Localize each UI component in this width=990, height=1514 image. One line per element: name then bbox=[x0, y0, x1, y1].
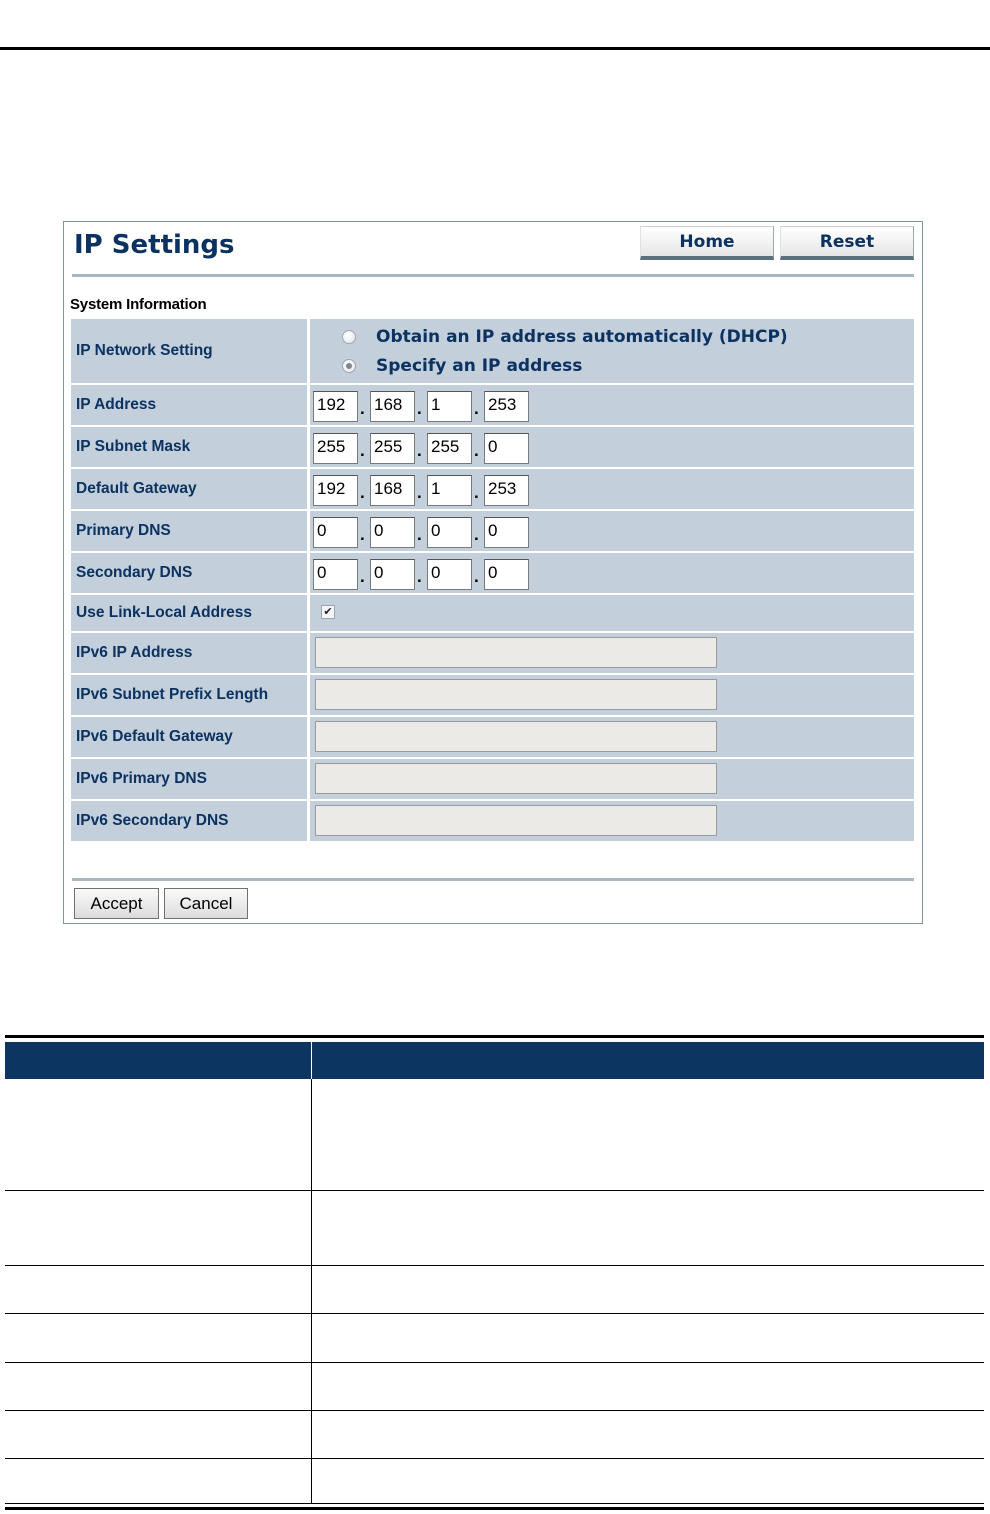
subnet-mask-label: IP Subnet Mask bbox=[71, 427, 307, 467]
table-header-divider bbox=[311, 1042, 312, 1079]
subnet-mask-octet-2[interactable]: 255 bbox=[370, 433, 415, 464]
ip-address-row bbox=[71, 385, 914, 425]
link-local-label: Use Link-Local Address bbox=[71, 595, 307, 631]
octet-separator: . bbox=[360, 399, 365, 418]
octet-separator: . bbox=[360, 441, 365, 460]
secondary-dns-octet-1[interactable]: 0 bbox=[313, 559, 358, 590]
octet-separator: . bbox=[474, 399, 479, 418]
ipv6-subnet-prefix-input[interactable] bbox=[315, 679, 717, 710]
ip-address-label: IP Address bbox=[71, 385, 307, 425]
octet-separator: . bbox=[474, 525, 479, 544]
home-button[interactable]: Home bbox=[640, 226, 774, 260]
gateway-octet-1[interactable]: 192 bbox=[313, 475, 358, 506]
dhcp-radio-label[interactable]: Obtain an IP address automatically (DHCP) bbox=[376, 327, 788, 347]
static-ip-radio[interactable] bbox=[342, 359, 356, 373]
octet-separator: . bbox=[474, 483, 479, 502]
subnet-mask-row bbox=[71, 427, 914, 467]
secondary-dns-row bbox=[71, 553, 914, 593]
octet-separator: . bbox=[417, 525, 422, 544]
dhcp-radio[interactable] bbox=[342, 330, 356, 344]
table-row-divider bbox=[5, 1313, 984, 1314]
page-title: IP Settings bbox=[74, 230, 235, 260]
table-top-rule bbox=[5, 1035, 984, 1038]
octet-separator: . bbox=[474, 567, 479, 586]
octet-separator: . bbox=[417, 441, 422, 460]
ipv6-ip-address-label: IPv6 IP Address bbox=[71, 633, 307, 673]
reset-button[interactable]: Reset bbox=[780, 226, 914, 260]
octet-separator: . bbox=[417, 399, 422, 418]
footer-divider bbox=[72, 878, 914, 881]
subnet-mask-octet-3[interactable]: 255 bbox=[427, 433, 472, 464]
link-local-checkbox[interactable]: ✔ bbox=[321, 605, 335, 619]
ip-address-octet-2[interactable]: 168 bbox=[370, 391, 415, 422]
ip-network-setting-options bbox=[310, 319, 914, 383]
static-ip-radio-label[interactable]: Specify an IP address bbox=[376, 356, 583, 376]
subnet-mask-octet-1[interactable]: 255 bbox=[313, 433, 358, 464]
secondary-dns-label: Secondary DNS bbox=[71, 553, 307, 593]
title-divider bbox=[72, 274, 914, 277]
gateway-octet-4[interactable]: 253 bbox=[484, 475, 529, 506]
ipv6-secondary-dns-input[interactable] bbox=[315, 805, 717, 836]
table-row-divider bbox=[5, 1362, 984, 1363]
octet-separator: . bbox=[417, 483, 422, 502]
ip-address-octet-4[interactable]: 253 bbox=[484, 391, 529, 422]
ipv6-primary-dns-label: IPv6 Primary DNS bbox=[71, 759, 307, 799]
ipv6-subnet-prefix-label: IPv6 Subnet Prefix Length bbox=[71, 675, 307, 715]
primary-dns-label: Primary DNS bbox=[71, 511, 307, 551]
table-column-divider bbox=[311, 1079, 312, 1503]
table-row-divider bbox=[5, 1190, 984, 1191]
primary-dns-octet-3[interactable]: 0 bbox=[427, 517, 472, 548]
default-gateway-label: Default Gateway bbox=[71, 469, 307, 509]
accept-button[interactable]: Accept bbox=[74, 888, 159, 919]
ip-address-octet-1[interactable]: 192 bbox=[313, 391, 358, 422]
subnet-mask-octet-4[interactable]: 0 bbox=[484, 433, 529, 464]
table-bottom-rule bbox=[5, 1507, 984, 1510]
page-top-rule bbox=[0, 47, 990, 50]
primary-dns-octet-4[interactable]: 0 bbox=[484, 517, 529, 548]
table-bottom-rule bbox=[5, 1503, 984, 1504]
ip-network-setting-label: IP Network Setting bbox=[71, 319, 307, 383]
octet-separator: . bbox=[417, 567, 422, 586]
primary-dns-octet-2[interactable]: 0 bbox=[370, 517, 415, 548]
table-row-divider bbox=[5, 1410, 984, 1411]
gateway-octet-3[interactable]: 1 bbox=[427, 475, 472, 506]
primary-dns-octet-1[interactable]: 0 bbox=[313, 517, 358, 548]
ipv6-default-gateway-label: IPv6 Default Gateway bbox=[71, 717, 307, 757]
ipv6-secondary-dns-label: IPv6 Secondary DNS bbox=[71, 801, 307, 841]
secondary-dns-octet-2[interactable]: 0 bbox=[370, 559, 415, 590]
ipv6-ip-address-row bbox=[71, 633, 914, 673]
ipv6-primary-dns-row bbox=[71, 759, 914, 799]
table-row-divider bbox=[5, 1265, 984, 1266]
ip-network-setting-row bbox=[71, 319, 914, 383]
ipv6-ip-address-input[interactable] bbox=[315, 637, 717, 668]
ipv6-secondary-dns-row bbox=[71, 801, 914, 841]
octet-separator: . bbox=[360, 567, 365, 586]
description-table bbox=[5, 1035, 984, 1510]
primary-dns-row bbox=[71, 511, 914, 551]
gateway-octet-2[interactable]: 168 bbox=[370, 475, 415, 506]
secondary-dns-octet-4[interactable]: 0 bbox=[484, 559, 529, 590]
cancel-button[interactable]: Cancel bbox=[164, 888, 248, 919]
secondary-dns-octet-3[interactable]: 0 bbox=[427, 559, 472, 590]
ipv6-default-gateway-row bbox=[71, 717, 914, 757]
link-local-row bbox=[71, 595, 914, 631]
section-title: System Information bbox=[70, 296, 207, 313]
octet-separator: . bbox=[360, 483, 365, 502]
ip-settings-panel bbox=[63, 221, 923, 924]
ipv6-primary-dns-input[interactable] bbox=[315, 763, 717, 794]
default-gateway-row bbox=[71, 469, 914, 509]
octet-separator: . bbox=[360, 525, 365, 544]
ipv6-default-gateway-input[interactable] bbox=[315, 721, 717, 752]
octet-separator: . bbox=[474, 441, 479, 460]
ipv6-subnet-prefix-row bbox=[71, 675, 914, 715]
table-row-divider bbox=[5, 1458, 984, 1459]
ip-address-octet-3[interactable]: 1 bbox=[427, 391, 472, 422]
table-header bbox=[5, 1042, 984, 1079]
